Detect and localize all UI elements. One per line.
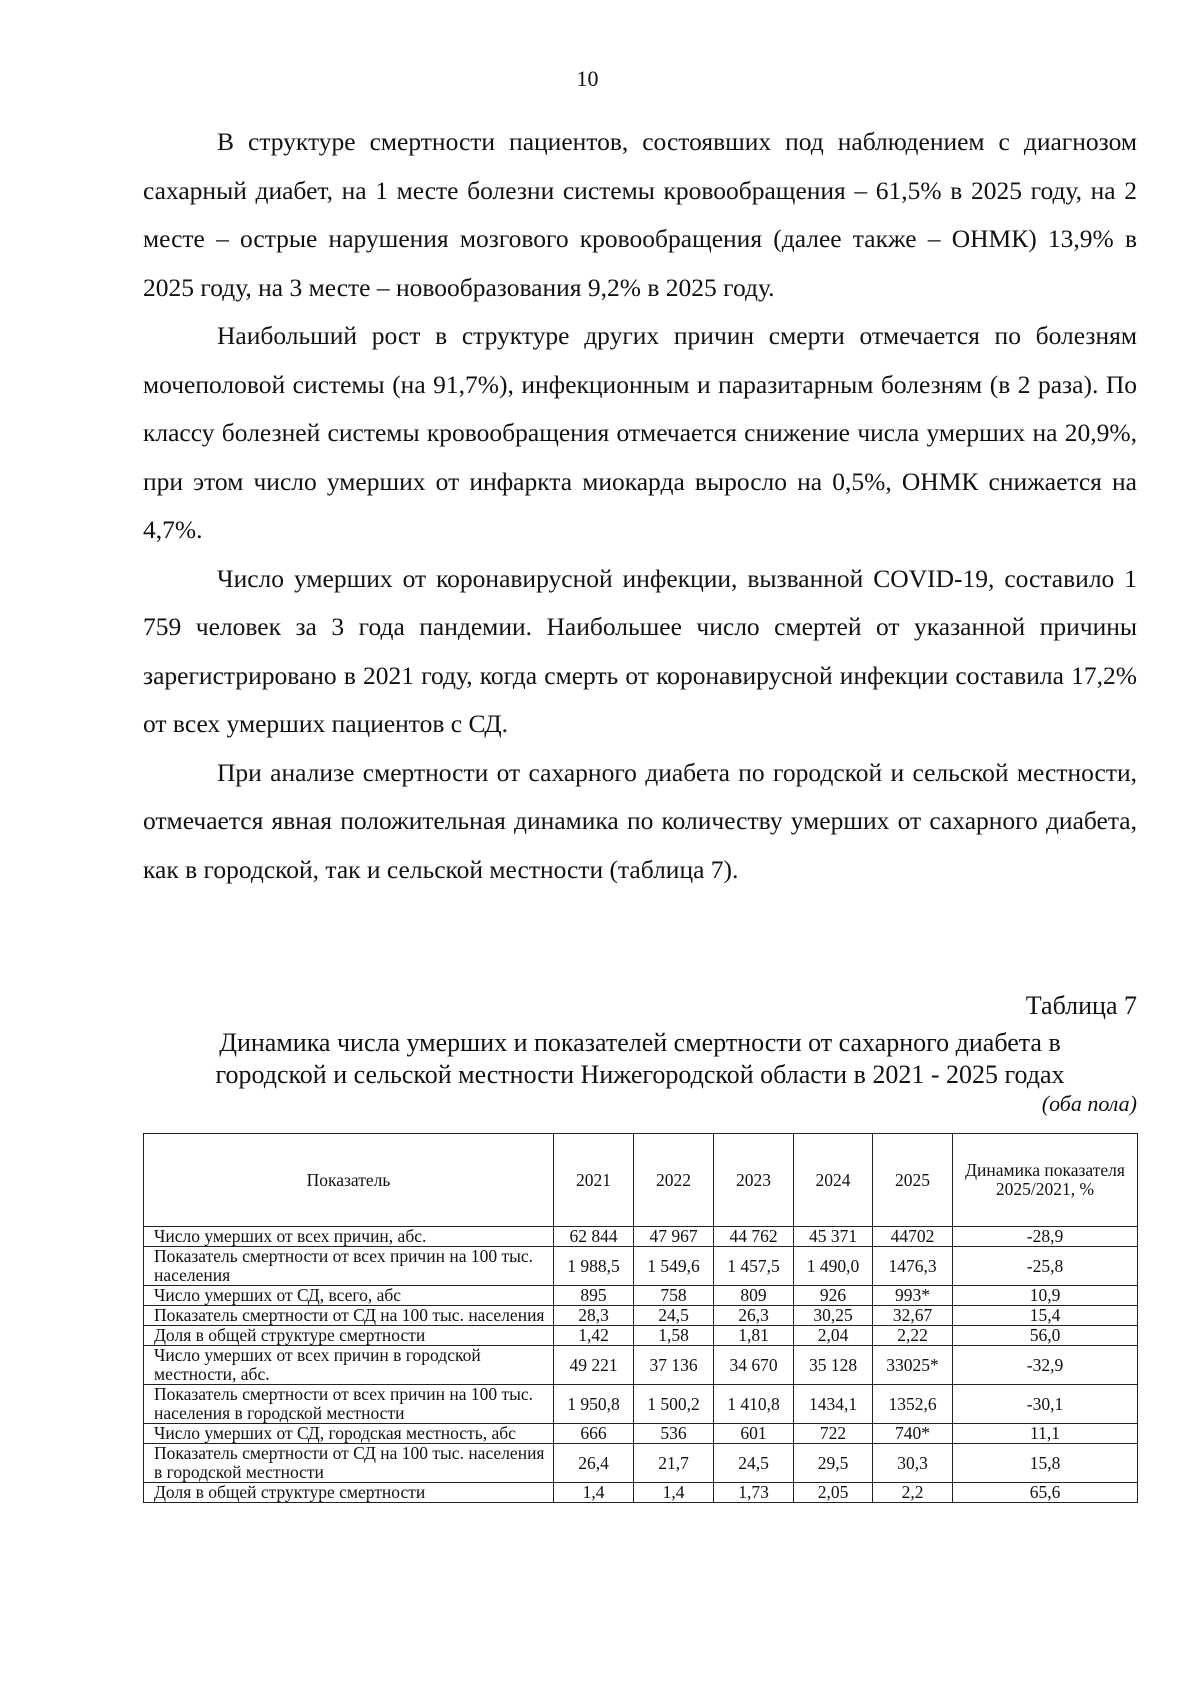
paragraph-3: Число умерших от коронавирусной инфекции, вызванной COVID-19, составило 1 759 человек за 3 года пандемии. Наибольшее число смертей от указанной причины зарегистрировано в 2021 году, когда смерть от коронавирусной инфекции составила 17,2% от всех умерших пациентов с СД. [143, 563, 1137, 738]
row-value: 895 [554, 1286, 634, 1306]
table-row [144, 1444, 1138, 1483]
row-value: 44 762 [714, 1227, 794, 1247]
table-row [144, 1227, 1138, 1247]
row-label: Показатель смертности от всех причин на 100 тыс. населения [144, 1247, 554, 1286]
row-value: 1 950,8 [554, 1385, 634, 1424]
table-row [144, 1424, 1138, 1444]
table-row [144, 1286, 1138, 1306]
row-value: 15,8 [953, 1444, 1138, 1483]
row-value: 34 670 [714, 1346, 794, 1385]
row-value: 10,9 [953, 1286, 1138, 1306]
row-value: 28,3 [554, 1306, 634, 1326]
row-value: 926 [794, 1286, 873, 1306]
row-value: 722 [794, 1424, 873, 1444]
row-value: 1 549,6 [634, 1247, 714, 1286]
row-value: 2,05 [794, 1483, 873, 1503]
row-value: 1,4 [554, 1483, 634, 1503]
row-value: -28,9 [953, 1227, 1138, 1247]
row-value: 11,1 [953, 1424, 1138, 1444]
header-2022: 2022 [634, 1134, 714, 1227]
row-label: Доля в общей структуре смертности [144, 1326, 554, 1346]
table-row [144, 1326, 1138, 1346]
row-value: 758 [634, 1286, 714, 1306]
row-label: Число умерших от СД, всего, абс [144, 1286, 554, 1306]
row-value: 29,5 [794, 1444, 873, 1483]
row-value: 1 988,5 [554, 1247, 634, 1286]
row-label: Число умерших от СД, городская местность, абс [144, 1424, 554, 1444]
row-value: 30,3 [873, 1444, 953, 1483]
row-value: 21,7 [634, 1444, 714, 1483]
table-note: (оба пола) [1041, 1091, 1137, 1116]
row-label: Доля в общей структуре смертности [144, 1483, 554, 1503]
row-value: 536 [634, 1424, 714, 1444]
row-value: 2,2 [873, 1483, 953, 1503]
row-value: 1,73 [714, 1483, 794, 1503]
table-row [144, 1306, 1138, 1326]
table-row [144, 1346, 1138, 1385]
body-text [143, 118, 1137, 894]
table-title [143, 1027, 1137, 1091]
header-2024: 2024 [794, 1134, 873, 1227]
row-value: 15,4 [953, 1306, 1138, 1326]
row-value: 56,0 [953, 1326, 1138, 1346]
row-value: 1,81 [714, 1326, 794, 1346]
row-label: Показатель смертности от СД на 100 тыс. населения [144, 1306, 554, 1326]
row-value: 601 [714, 1424, 794, 1444]
table-caption [143, 991, 1137, 1117]
row-value: -32,9 [953, 1346, 1138, 1385]
row-label: Число умерших от всех причин, абс. [144, 1227, 554, 1247]
row-value: 1 410,8 [714, 1385, 794, 1424]
paragraph-2: Наибольший рост в структуре других причин смерти отмечается по болезням мочеполовой системы (на 91,7%), инфекционным и паразитарным болезням (в 2 раза). По классу болезней системы кровообращения отмечается снижение числа умерших на 20,9%, при этом число умерших от инфаркта миокарда выросло на 0,5%, ОНМК снижается на 4,7%. [143, 321, 1137, 544]
row-value: 65,6 [953, 1483, 1138, 1503]
row-value: 1352,6 [873, 1385, 953, 1424]
row-value: 1 457,5 [714, 1247, 794, 1286]
table-row [144, 1483, 1138, 1503]
row-value: 1 490,0 [794, 1247, 873, 1286]
row-value: 24,5 [714, 1444, 794, 1483]
row-label: Показатель смертности от всех причин на 100 тыс. населения в городской местности [144, 1385, 554, 1424]
row-value: 62 844 [554, 1227, 634, 1247]
row-value: 30,25 [794, 1306, 873, 1326]
header-2025: 2025 [873, 1134, 953, 1227]
paragraph-4: При анализе смертности от сахарного диабета по городской и сельской местности, отмечается явная положительная динамика по количеству умерших от сахарного диабета, как в городской, так и сельской местности (таблица 7). [143, 757, 1137, 884]
table-label: Таблица 7 [1025, 991, 1137, 1020]
paragraph-1: В структуре смертности пациентов, состоявших под наблюдением с диагнозом сахарный диабет, на 1 месте болезни системы кровообращения – 61,5% в 2025 году, на 2 месте – острые нарушения мозгового кровообращения (далее также – ОНМК) 13,9% в 2025 году, на 3 месте – новообразования 9,2% в 2025 году. [143, 127, 1137, 302]
row-value: 1476,3 [873, 1247, 953, 1286]
row-value: 26,3 [714, 1306, 794, 1326]
table-row [144, 1247, 1138, 1286]
page-number: 10 [576, 66, 599, 91]
row-value: 993* [873, 1286, 953, 1306]
row-value: 1434,1 [794, 1385, 873, 1424]
header-dynamics: Динамика показателя 2025/2021, % [953, 1134, 1138, 1227]
row-value: 45 371 [794, 1227, 873, 1247]
row-value: -30,1 [953, 1385, 1138, 1424]
row-value: 666 [554, 1424, 634, 1444]
table-body [144, 1227, 1138, 1503]
row-value: 1,42 [554, 1326, 634, 1346]
header-2023: 2023 [714, 1134, 794, 1227]
row-value: 1 500,2 [634, 1385, 714, 1424]
header-indicator: Показатель [144, 1134, 554, 1227]
row-value: 1,58 [634, 1326, 714, 1346]
row-value: 26,4 [554, 1444, 634, 1483]
row-label: Число умерших от всех причин в городской местности, абс. [144, 1346, 554, 1385]
row-value: 1,4 [634, 1483, 714, 1503]
table-row [144, 1385, 1138, 1424]
row-value: 35 128 [794, 1346, 873, 1385]
row-value: -25,8 [953, 1247, 1138, 1286]
row-value: 2,22 [873, 1326, 953, 1346]
row-value: 37 136 [634, 1346, 714, 1385]
table-header-row [144, 1134, 1138, 1227]
row-value: 24,5 [634, 1306, 714, 1326]
row-value: 44702 [873, 1227, 953, 1247]
row-value: 32,67 [873, 1306, 953, 1326]
header-2021: 2021 [554, 1134, 634, 1227]
row-value: 740* [873, 1424, 953, 1444]
row-value: 33025* [873, 1346, 953, 1385]
table-title-line-2: городской и сельской местности Нижегородской области в 2021 - 2025 годах [215, 1060, 1065, 1089]
row-value: 49 221 [554, 1346, 634, 1385]
row-value: 2,04 [794, 1326, 873, 1346]
row-label: Показатель смертности от СД на 100 тыс. населения в городской местности [144, 1444, 554, 1483]
mortality-table [143, 1133, 1138, 1503]
row-value: 47 967 [634, 1227, 714, 1247]
table-title-line-1: Динамика числа умерших и показателей смертности от сахарного диабета в [219, 1028, 1061, 1057]
row-value: 809 [714, 1286, 794, 1306]
